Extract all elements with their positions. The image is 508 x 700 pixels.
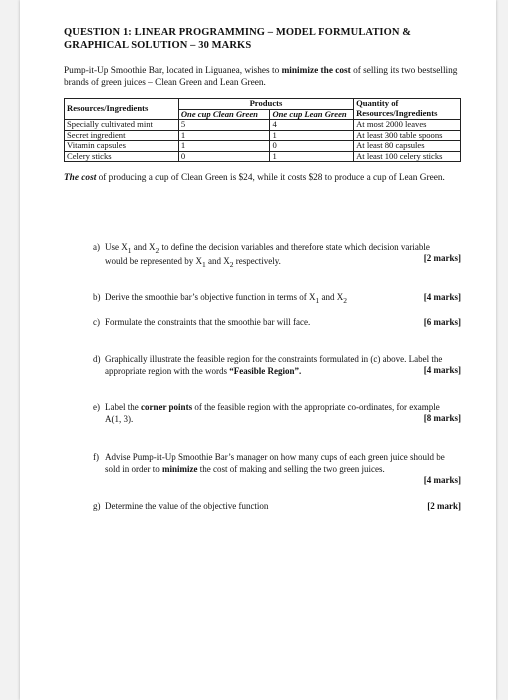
question-text: Derive the smoothie bar’s objective function in terms of $X_1$ and $X_2$ <box>105 292 348 305</box>
question-item <box>93 242 461 271</box>
question-marks: [2 marks] <box>423 253 461 263</box>
table-row <box>65 120 461 131</box>
resources-header: Resources/Ingredients <box>65 99 179 120</box>
question-label: g) <box>93 501 101 511</box>
question-text: Label the corner points of the feasible region with the appropriate co-ordinates, for example A(1, 3). <box>105 402 440 424</box>
table-row <box>65 141 461 152</box>
intro-bold: minimize the cost <box>281 66 351 76</box>
intro-text-2: of selling its two bestselling brands of green juices – Clean Green and Lean Green. <box>64 66 458 88</box>
intro-paragraph <box>64 65 464 89</box>
question-label: b) <box>93 292 101 302</box>
quantity-cell: At least 100 celery sticks <box>354 151 461 162</box>
document-page <box>20 0 496 700</box>
clean-green-cell: 0 <box>178 151 270 162</box>
title-line-1: QUESTION 1: LINEAR PROGRAMMING – MODEL FORMULATION & <box>64 27 412 38</box>
resource-cell: Specially cultivated mint <box>65 120 179 131</box>
title-line-2: GRAPHICAL SOLUTION – 30 MARKS <box>64 40 252 51</box>
question-item <box>93 402 461 425</box>
resource-cell: Vitamin capsules <box>65 141 179 152</box>
question-text: Formulate the constraints that the smoothie bar will face. <box>105 317 311 327</box>
question-item <box>93 354 461 377</box>
clean-green-cell: 1 <box>178 141 270 152</box>
question-marks: [4 marks] <box>423 475 461 485</box>
lean-green-header: One cup Lean Green <box>270 109 354 120</box>
question-item <box>93 452 461 485</box>
quantity-header: Quantity of Resources/Ingredients <box>354 99 461 120</box>
question-marks: [6 marks] <box>423 317 461 327</box>
intro-text-1: Pump-it-Up Smoothie Bar, located in Liguanea, wishes to <box>64 66 282 76</box>
clean-green-header: One cup Clean Green <box>178 109 270 120</box>
question-label: a) <box>93 242 100 252</box>
question-text: Advise Pump-it-Up Smoothie Bar’s manager on how many cups of each green juice should be sold in order to minimize the cost of making and selling the two green juices. <box>105 452 445 474</box>
question-title <box>64 26 464 52</box>
quantity-cell: At least 300 table spoons <box>354 130 461 141</box>
lean-green-cell: 0 <box>270 141 354 152</box>
resource-cell: Celery sticks <box>65 151 179 162</box>
clean-green-cell: 1 <box>178 130 270 141</box>
question-item <box>93 292 461 306</box>
lean-green-cell: 1 <box>270 151 354 162</box>
question-text: Graphically illustrate the feasible region for the constraints formulated in (c) above. Label the appropriate region with the words “Feasible Region”. <box>105 354 443 376</box>
question-item <box>93 317 461 329</box>
table-row <box>65 151 461 162</box>
quantity-cell: At most 2000 leaves <box>354 120 461 131</box>
document-content <box>64 26 464 184</box>
question-text: Use $X_1$ and $X_2$ to define the decision variables and therefore state which decision variable would be represented by $X_1$ and $X_2$ respectively. <box>105 242 430 270</box>
question-item <box>93 501 461 513</box>
question-marks: [4 marks] <box>423 365 461 375</box>
products-header: Products <box>178 99 353 110</box>
question-label: c) <box>93 317 100 327</box>
question-marks: [8 marks] <box>423 413 461 423</box>
lean-green-cell: 1 <box>270 130 354 141</box>
question-label: e) <box>93 402 100 412</box>
lean-green-cell: 4 <box>270 120 354 131</box>
cost-bold: The cost <box>64 173 97 183</box>
cost-text: of producing a cup of Clean Green is $24, while it costs $28 to produce a cup of Lean Green. <box>96 173 445 183</box>
question-text: Determine the value of the objective function <box>105 501 269 511</box>
question-label: d) <box>93 354 101 364</box>
clean-green-cell: 5 <box>178 120 270 131</box>
resources-table <box>64 98 461 162</box>
quantity-cell: At least 80 capsules <box>354 141 461 152</box>
resource-cell: Secret ingredient <box>65 130 179 141</box>
question-label: f) <box>93 452 99 462</box>
question-marks: [4 marks] <box>423 292 461 302</box>
cost-paragraph <box>64 172 464 184</box>
question-marks: [2 mark] <box>427 501 461 511</box>
table-row <box>65 130 461 141</box>
